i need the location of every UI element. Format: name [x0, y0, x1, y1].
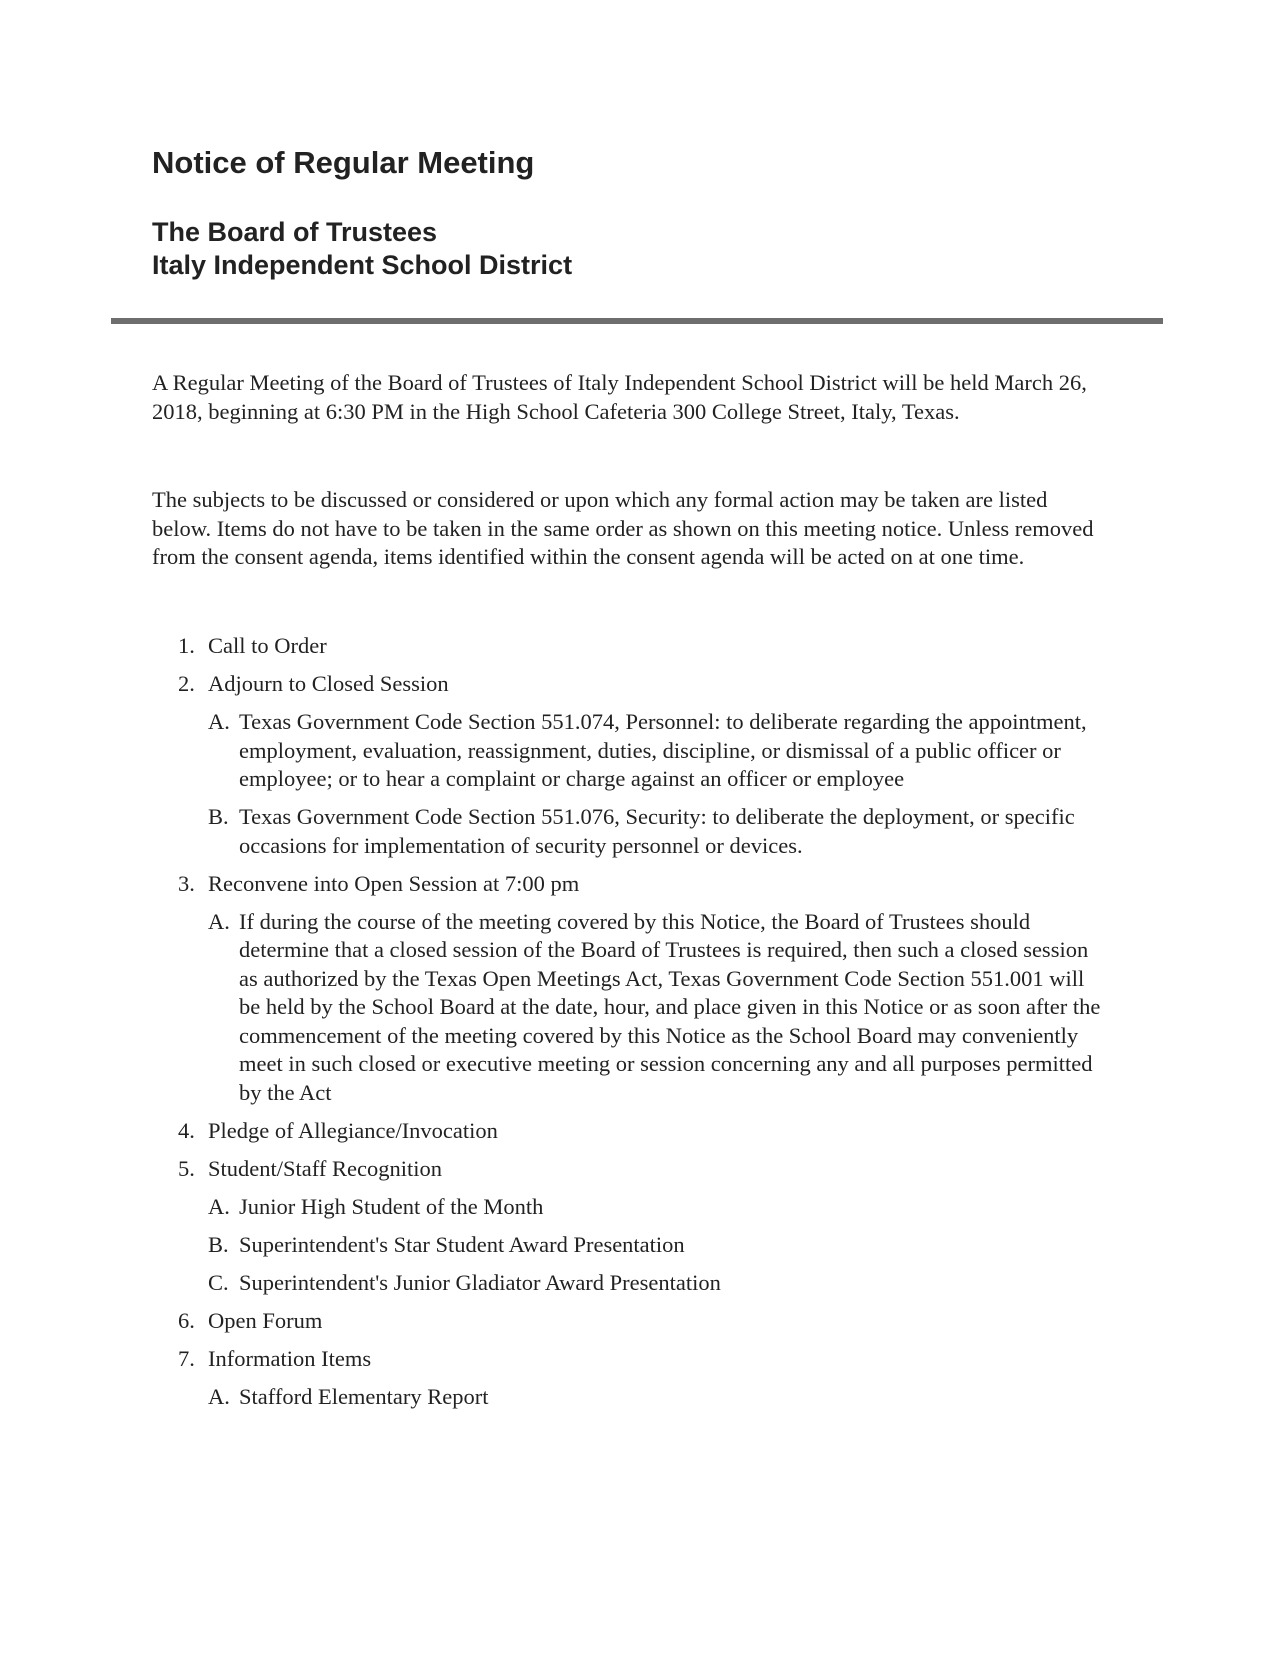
agenda-subitem [208, 1383, 1102, 1412]
agenda-subitem-letter: A. [208, 1383, 230, 1409]
agenda-item-text: Student/Staff Recognition [208, 1155, 442, 1181]
agenda-subitem-letter: A. [208, 709, 230, 734]
agenda-subitem-letter: B. [208, 804, 229, 829]
agenda-item-text: Adjourn to Closed Session [208, 671, 449, 696]
agenda-subitem-text: Stafford Elementary Report [239, 1383, 489, 1409]
agenda-subitem-letter: B. [208, 1231, 229, 1257]
agenda-subitem-text: Superintendent's Junior Gladiator Award Presentation [239, 1269, 721, 1295]
agenda-subitem-letter: A. [208, 1193, 230, 1219]
agenda-sublist [208, 908, 1102, 1108]
agenda-subitem-text: Superintendent's Star Student Award Presentation [239, 1231, 685, 1257]
agenda-sublist [208, 1193, 1102, 1298]
agenda-item-number: 5. [178, 1155, 195, 1181]
agenda-item [152, 670, 1102, 860]
agenda-subitem-text: Texas Government Code Section 551.076, Security: to deliberate the deployment, or specific occasions for implementation of security personnel or devices. [239, 804, 1075, 858]
agenda-item-text: Information Items [208, 1345, 372, 1371]
organization-heading [152, 216, 572, 282]
agenda-subitem [208, 708, 1102, 794]
agenda-item-number: 2. [178, 671, 195, 696]
agenda-item-text: Reconvene into Open Session at 7:00 pm [208, 870, 580, 896]
subjects-paragraph: The subjects to be discussed or considered or upon which any formal action may be taken are listed below. Items do not have to be taken in the same order as shown on this meeting notice. Unless removed from the consent agenda, items identified within the consent agenda will be acted on at one time. [152, 487, 1094, 569]
agenda-subitem-letter: C. [208, 1269, 229, 1295]
agenda-list [152, 632, 1102, 1421]
agenda-item-number: 1. [178, 633, 195, 658]
agenda-item-number: 7. [178, 1345, 195, 1371]
agenda-subitem [208, 803, 1102, 860]
agenda-subitem [208, 1269, 1102, 1298]
agenda-item-text: Pledge of Allegiance/Invocation [208, 1117, 498, 1143]
agenda-sublist [208, 708, 1102, 860]
agenda-item-number: 4. [178, 1117, 195, 1143]
agenda-item [152, 870, 1102, 1108]
agenda-item-number: 3. [178, 870, 195, 896]
agenda-subitem-text: If during the course of the meeting covered by this Notice, the Board of Trustees should determine that a closed session of the Board of Trustees is required, then such a closed session as authorized by the Texas Open Meetings Act, Texas Government Code Section 551.001 will be held by the School Board at the date, hour, and place given in this Notice or as soon after the commencement of the meeting covered by this Notice as the School Board may conveniently meet in such closed or executive meeting or session concerning any and all purposes permitted by the Act [239, 908, 1101, 1105]
agenda-item [152, 1307, 1102, 1336]
agenda-subitem [208, 1231, 1102, 1260]
page-title: Notice of Regular Meeting [152, 145, 535, 180]
agenda-subitem [208, 908, 1102, 1108]
intro-paragraph: A Regular Meeting of the Board of Trustees of Italy Independent School District will be held March 26, 2018, beginning at 6:30 PM in the High School Cafeteria 300 College Street, Italy, Texas. [152, 370, 1087, 424]
agenda-item [152, 632, 1102, 661]
agenda-subitem [208, 1193, 1102, 1222]
agenda-item [152, 1117, 1102, 1146]
agenda-item-text: Call to Order [208, 633, 327, 658]
organization-line-2: Italy Independent School District [152, 250, 573, 280]
agenda-sublist [208, 1383, 1102, 1412]
agenda-subitem-letter: A. [208, 908, 230, 934]
agenda-item-text: Open Forum [208, 1307, 323, 1333]
agenda-item-number: 6. [178, 1307, 195, 1333]
agenda-subitem-text: Junior High Student of the Month [239, 1193, 544, 1219]
agenda-subitem-text: Texas Government Code Section 551.074, Personnel: to deliberate regarding the appointment, employment, evaluation, reassignment, duties, discipline, or dismissal of a public officer or employee; or to hear a complaint or charge against an officer or employee [239, 709, 1087, 791]
agenda-item [152, 1155, 1102, 1298]
organization-line-1: The Board of Trustees [152, 217, 438, 247]
agenda-item [152, 1345, 1102, 1412]
horizontal-divider [111, 318, 1163, 324]
